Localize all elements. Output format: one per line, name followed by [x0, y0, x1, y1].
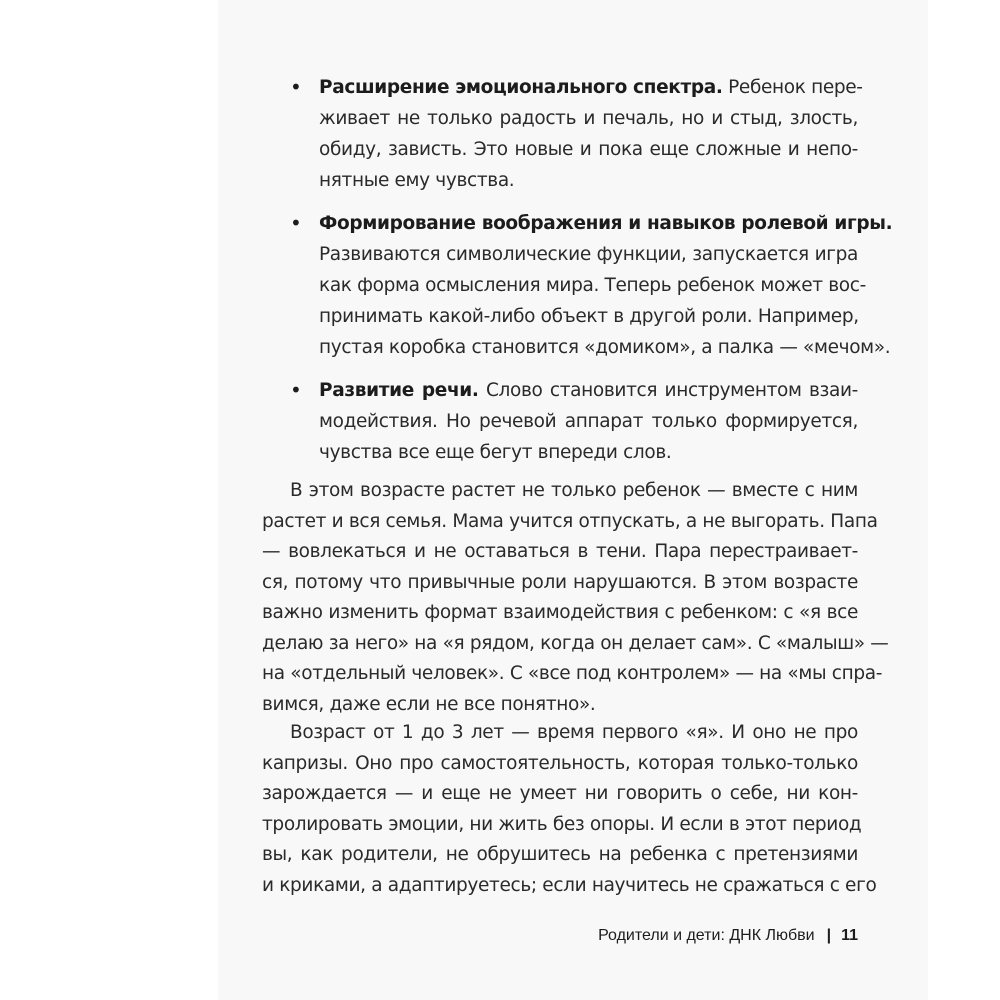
text-line: ся, потому что привычные роли нарушаются. В этом возрасте: [262, 571, 858, 593]
page-footer: [598, 927, 858, 945]
text-line: нятные ему чувства.: [319, 170, 515, 191]
text-line: Формирование воображения и навыков ролевой игры.: [319, 213, 893, 234]
text-line: В этом возрасте растет не только ребенок — вместе с ним: [290, 480, 858, 501]
text-line: и криками, а адаптируетесь; если научитесь не сражаться с его: [262, 874, 877, 896]
text-line: пустая коробка становится «домиком», а палка — «мечом».: [319, 337, 891, 358]
text-line: зарождается — и еще не умеет ни говорить о себе, ни кон-: [262, 783, 858, 804]
bullet-list: [290, 72, 893, 480]
paragraph-family: [262, 476, 889, 720]
text-line: на «отдельный человек». С «все под контролем» — на «мы спра-: [262, 663, 883, 684]
text-line: тролировать эмоции, ни жить без опоры. И если в этот период: [262, 813, 862, 835]
bullet-item: [290, 72, 863, 196]
running-title: Родители и дети: ДНК Любви: [598, 927, 815, 944]
text-line: капризы. Оно про самостоятельность, которая только-только: [262, 752, 858, 774]
text-line: как форма осмысления мира. Теперь ребенок может вос-: [319, 275, 866, 296]
bullet-dot-icon: •: [290, 378, 302, 402]
text-line: Развитие речи. Слово становится инструментом взаи-: [319, 380, 858, 401]
text-line: живает не только радость и печаль, но и стыд, злость,: [319, 108, 858, 129]
page-number: 11: [841, 927, 858, 944]
text-line: чувства все еще бегут впереди слов.: [319, 442, 672, 463]
bullet-dot-icon: •: [290, 211, 302, 235]
text-line: растет и вся семья. Мама учится отпускать, а не выгорать. Папа: [262, 510, 878, 532]
footer-separator: |: [826, 927, 832, 944]
text-line: Расширение эмоционального спектра. Ребенок пере-: [319, 77, 863, 98]
text-line: Возраст от 1 до 3 лет — время первого «я». И оно не про: [290, 722, 858, 743]
text-line: обиду, зависть. Это новые и пока еще сложные и непо-: [319, 139, 858, 160]
bullet-item: [290, 208, 893, 363]
text-line: важно изменить формат взаимодействия с ребенком: с «я все: [262, 602, 858, 623]
text-line: принимать какой-либо объект в другой роли. Например,: [319, 306, 859, 327]
text-line: — вовлекаться и не оставаться в тени. Пара перестраивает-: [262, 541, 858, 562]
text-line: Развиваются символические функции, запускается игра: [319, 244, 858, 265]
text-line: делаю за него» на «я рядом, когда он делает сам». С «малыш» —: [262, 632, 889, 654]
text-line: вы, как родители, не обрушитесь на ребенка с претензиями: [262, 844, 858, 865]
text-line: модействия. Но речевой аппарат только формируется,: [319, 411, 858, 432]
text-line: вимся, даже если не все понятно».: [262, 693, 596, 715]
paragraph-first-self: [262, 718, 877, 901]
bullet-item: [290, 375, 858, 468]
bullet-dot-icon: •: [290, 75, 302, 99]
